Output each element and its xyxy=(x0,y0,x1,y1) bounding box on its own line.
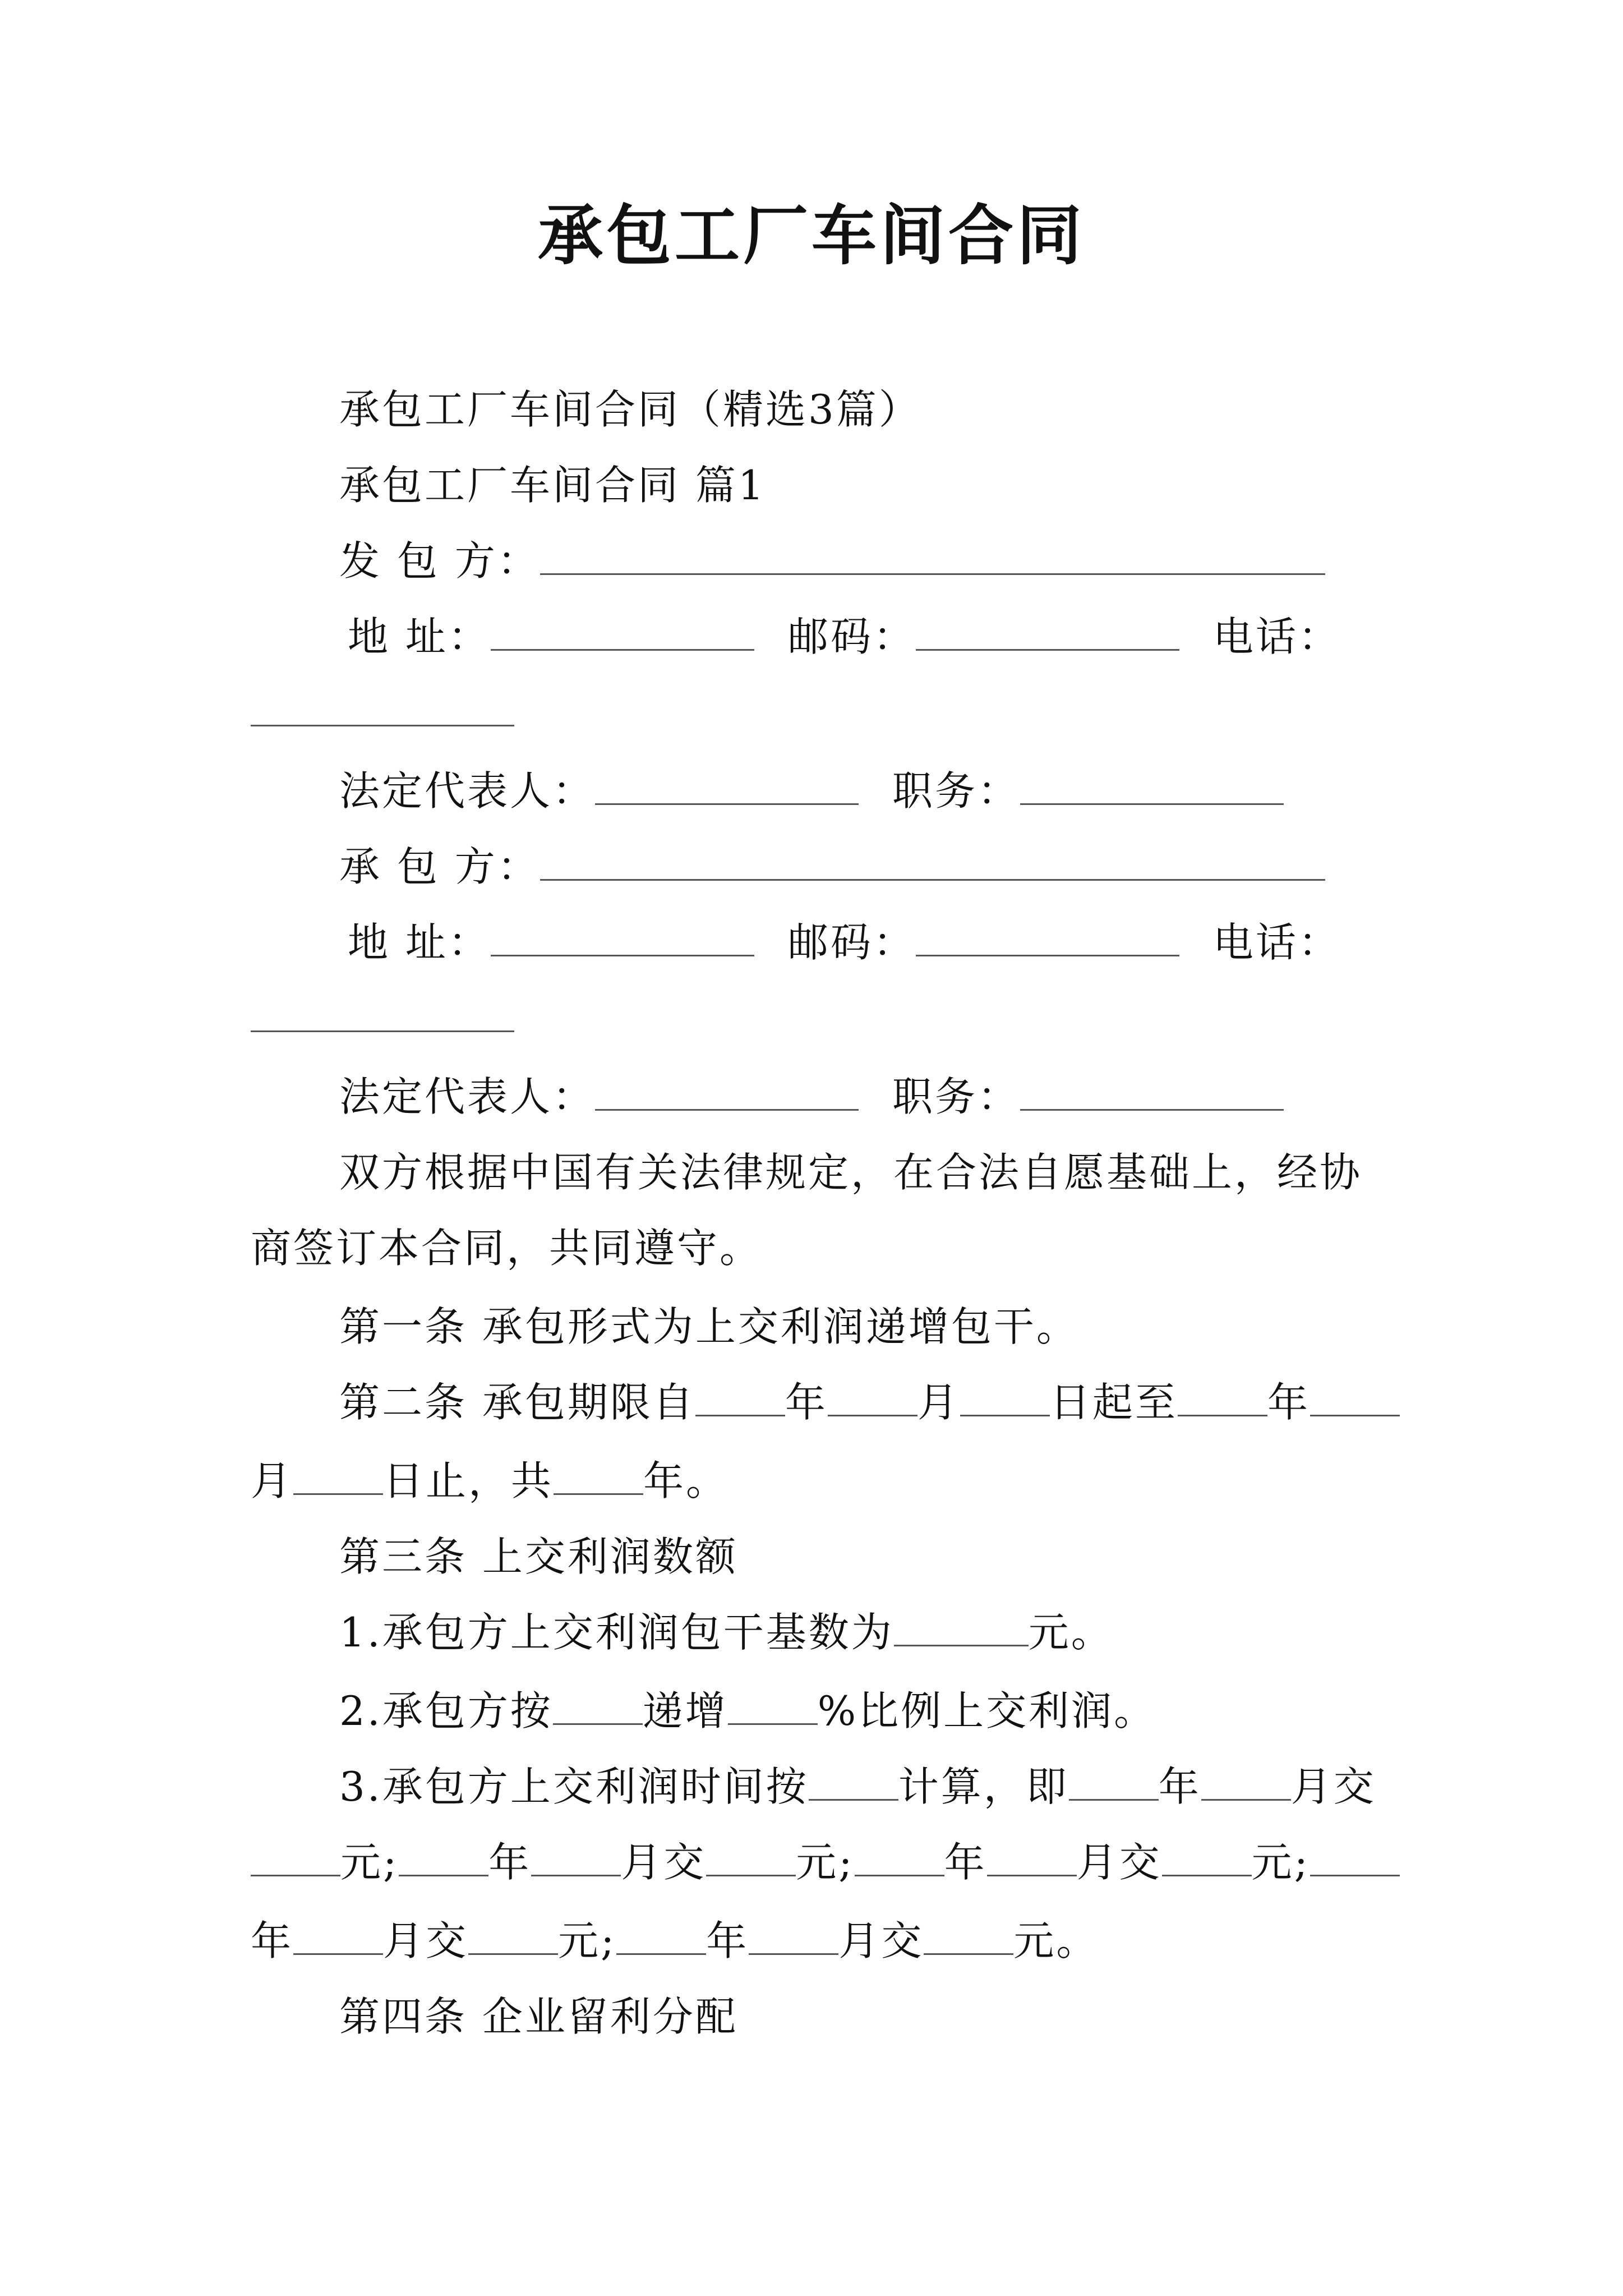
blank xyxy=(960,1381,1050,1416)
contractor-label: 承 包 方： xyxy=(339,843,540,890)
blank xyxy=(293,1920,383,1955)
blank xyxy=(553,1690,643,1725)
text-part: 2.承包方按 xyxy=(339,1687,553,1734)
text-part: 年 xyxy=(488,1839,532,1886)
subtitle-line: 承包工厂车间合同（精选3篇） xyxy=(339,386,921,433)
text-part: 元; xyxy=(340,1839,399,1886)
blank xyxy=(1178,1381,1267,1416)
blank xyxy=(749,1920,838,1955)
article-2-line-2 xyxy=(251,1453,1384,1509)
issuer-tel-line xyxy=(251,684,1384,740)
blank xyxy=(728,1690,818,1725)
text-part: 月交 xyxy=(621,1839,707,1886)
text-part: 月 xyxy=(251,1457,294,1504)
text-part: %比例上交利润。 xyxy=(817,1687,1157,1734)
article-3-item-3-line-2 xyxy=(251,1834,1384,1890)
text-part: 年 xyxy=(251,1917,294,1964)
duty-label: 职务： xyxy=(892,1073,1021,1120)
blank xyxy=(554,1460,643,1495)
text-part: 年 xyxy=(785,1379,828,1426)
contractor-address-line xyxy=(348,914,1481,970)
contractor-rep-line xyxy=(339,1069,1472,1125)
rep-label: 法定代表人： xyxy=(339,767,596,815)
blank xyxy=(399,1841,488,1876)
article-3-item-2 xyxy=(339,1683,1472,1739)
tel-label: 电话： xyxy=(1212,919,1341,966)
text-part: 元; xyxy=(558,1917,617,1964)
contractor-tel-line xyxy=(251,990,1384,1046)
blank xyxy=(706,1841,796,1876)
tel-label: 电话： xyxy=(1212,613,1341,660)
text-part: 递增 xyxy=(642,1687,728,1734)
section-heading: 承包工厂车间合同 篇1 xyxy=(339,462,766,509)
issuer-rep-line xyxy=(339,763,1472,819)
duty-blank xyxy=(1020,770,1284,805)
blank xyxy=(828,1381,917,1416)
zip-blank xyxy=(916,615,1179,651)
tel-blank xyxy=(251,691,514,726)
text-part: 1.承包方上交利润包干基数为 xyxy=(339,1609,894,1656)
rep-blank xyxy=(595,770,859,805)
address-blank xyxy=(491,921,754,956)
blank xyxy=(468,1920,558,1955)
text-part: 月 xyxy=(917,1379,960,1426)
blank xyxy=(1201,1765,1291,1801)
article-4: 第四条 企业留利分配 xyxy=(339,1993,738,2040)
preamble-line-1: 双方根据中国有关法律规定，在合法自愿基础上，经协 xyxy=(339,1149,1363,1196)
blank xyxy=(924,1920,1013,1955)
issuer-blank xyxy=(540,540,1325,575)
text-part: 第二条 承包期限自 xyxy=(339,1379,695,1426)
contractor-blank xyxy=(540,845,1325,881)
blank xyxy=(1310,1841,1400,1876)
rep-blank xyxy=(595,1075,859,1111)
duty-blank xyxy=(1020,1075,1284,1111)
blank xyxy=(809,1765,898,1801)
article-1: 第一条 承包形式为上交利润递增包干。 xyxy=(339,1303,1079,1350)
text-part: 元; xyxy=(1251,1839,1310,1886)
text-part: 元。 xyxy=(1028,1609,1114,1656)
document-title: 承包工厂车间合同 xyxy=(538,197,1085,274)
preamble-line-2: 商签订本合同，共同遵守。 xyxy=(251,1225,763,1272)
zip-blank xyxy=(916,921,1179,956)
text-part: 日止，共 xyxy=(383,1457,554,1504)
article-3-item-3-line-3 xyxy=(251,1913,1384,1969)
address-label: 地 址： xyxy=(348,919,491,966)
text-part: 年。 xyxy=(643,1457,729,1504)
blank xyxy=(1310,1381,1400,1416)
blank xyxy=(251,1841,340,1876)
zip-label: 邮码： xyxy=(787,919,916,966)
text-part: 元。 xyxy=(1013,1917,1099,1964)
address-label: 地 址： xyxy=(348,613,491,660)
text-part: 月交 xyxy=(838,1917,924,1964)
article-3-item-3-line-1 xyxy=(339,1759,1472,1815)
text-part: 3.承包方上交利润时间按 xyxy=(339,1763,809,1810)
article-3-item-1 xyxy=(339,1604,1472,1660)
address-blank xyxy=(491,615,754,651)
rep-label: 法定代表人： xyxy=(339,1073,596,1120)
blank xyxy=(1162,1841,1252,1876)
blank xyxy=(1069,1765,1159,1801)
article-2-line-1 xyxy=(339,1374,1472,1430)
text-part: 月交 xyxy=(1290,1763,1376,1810)
text-part: 计算，即 xyxy=(898,1763,1069,1810)
issuer-address-line xyxy=(348,609,1481,665)
blank xyxy=(987,1841,1077,1876)
issuer-label: 发 包 方： xyxy=(339,537,540,585)
article-3: 第三条 上交利润数额 xyxy=(339,1533,738,1580)
blank xyxy=(894,1611,1029,1646)
issuer-line xyxy=(339,533,1472,589)
zip-label: 邮码： xyxy=(787,613,916,660)
text-part: 年 xyxy=(1267,1379,1310,1426)
text-part: 年 xyxy=(944,1839,987,1886)
text-part: 月交 xyxy=(383,1917,469,1964)
blank xyxy=(531,1841,621,1876)
text-part: 年 xyxy=(706,1917,749,1964)
contractor-line xyxy=(339,839,1472,895)
tel-blank xyxy=(251,997,514,1032)
text-part: 年 xyxy=(1158,1763,1201,1810)
text-part: 月交 xyxy=(1076,1839,1162,1886)
duty-label: 职务： xyxy=(892,767,1021,815)
text-part: 日起至 xyxy=(1049,1379,1178,1426)
blank xyxy=(695,1381,785,1416)
blank xyxy=(855,1841,944,1876)
text-part: 元; xyxy=(796,1839,855,1886)
blank xyxy=(293,1460,383,1495)
blank xyxy=(616,1920,706,1955)
